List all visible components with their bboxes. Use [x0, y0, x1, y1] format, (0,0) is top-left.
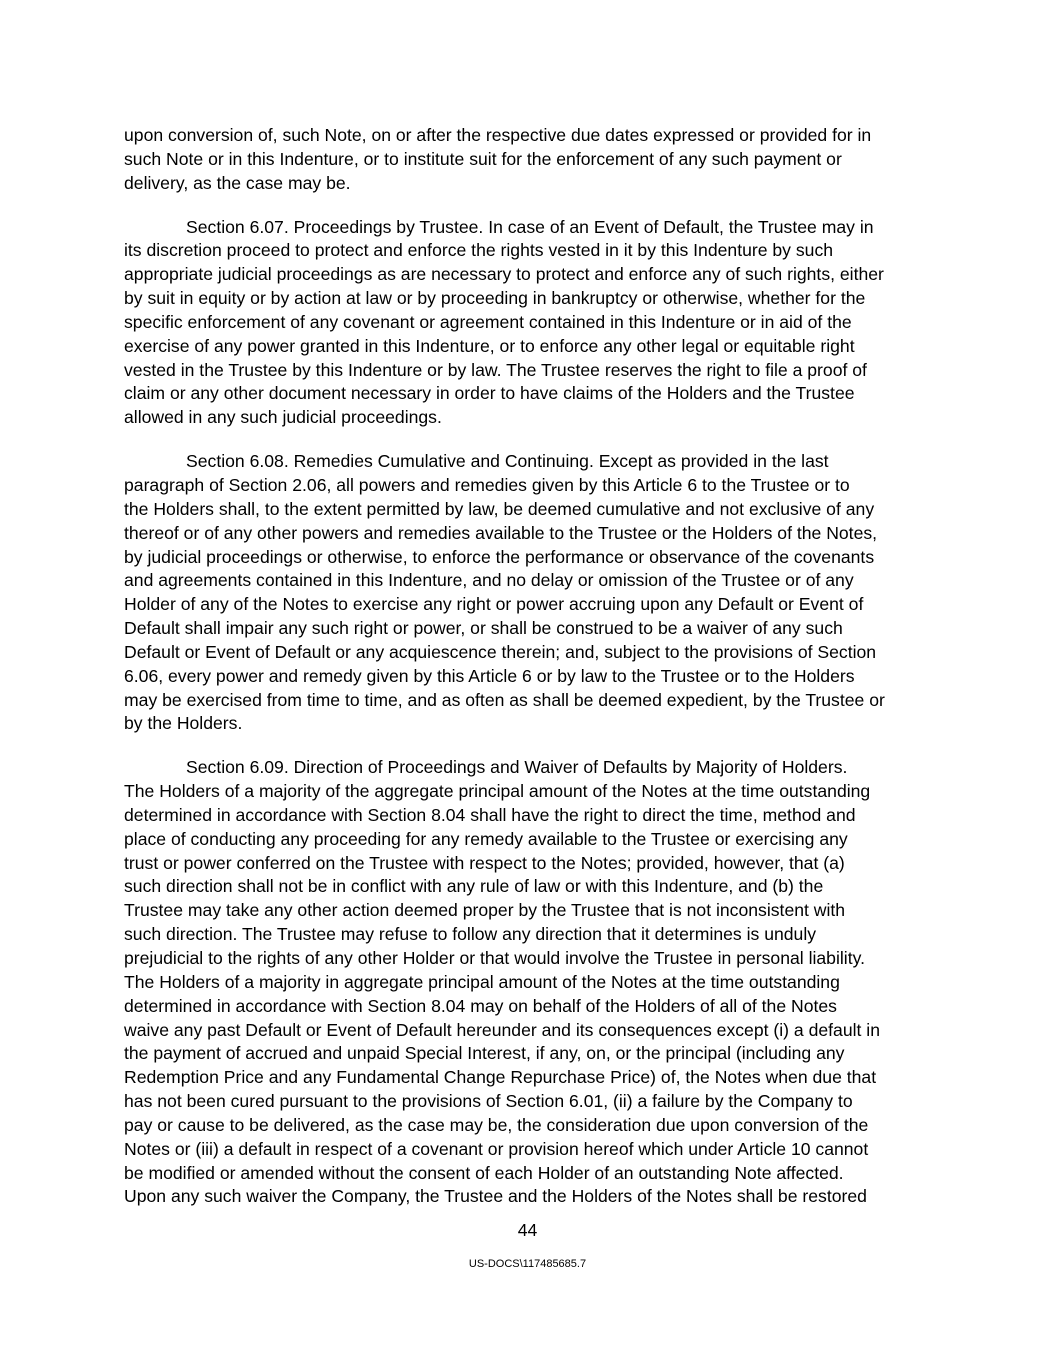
text-line: such Note or in this Indenture, or to institute suit for the enforcement of any such payment or	[124, 148, 842, 169]
text-line: determined in accordance with Section 8.04 shall have the right to direct the time, method and	[124, 804, 856, 825]
text-line: Default or Event of Default or any acquiescence therein; and, subject to the provisions of Section	[124, 641, 877, 662]
text-line: Upon any such waiver the Company, the Trustee and the Holders of the Notes shall be restored	[124, 1186, 867, 1207]
paragraph-continuation	[124, 124, 944, 196]
text-line: The Holders of a majority in aggregate principal amount of the Notes at the time outstanding	[124, 971, 840, 992]
text-line: thereof or of any other powers and remedies available to the Trustee or the Holders of the Notes,	[124, 522, 878, 543]
text-line: Redemption Price and any Fundamental Change Repurchase Price) of, the Notes when due that	[124, 1067, 877, 1088]
section-6-07-paragraph	[124, 216, 944, 431]
text-line: such direction shall not be in conflict with any rule of law or with this Indenture, and (b) the	[124, 876, 824, 897]
text-line: Trustee may take any other action deemed proper by the Trustee that is not inconsistent with	[124, 900, 846, 921]
text-line: the payment of accrued and unpaid Special Interest, if any, on, or the principal (including any	[124, 1043, 845, 1064]
text-line: prejudicial to the rights of any other Holder or that would involve the Trustee in personal liability.	[124, 948, 865, 968]
text-line: Notes or (iii) a default in respect of a covenant or provision hereof which under Article 10 cannot	[124, 1138, 869, 1159]
text-line: vested in the Trustee by this Indenture or by law. The Trustee reserves the right to file a proof of	[124, 359, 867, 380]
text-line: delivery, as the case may be.	[124, 172, 351, 193]
text-line: such direction. The Trustee may refuse to follow any direction that it determines is unduly	[124, 924, 817, 945]
text-line: The Holders of a majority of the aggregate principal amount of the Notes at the time outstanding	[124, 781, 871, 802]
text-line: may be exercised from time to time, and as often as shall be deemed expedient, by the Trustee or	[124, 689, 885, 710]
text-line: pay or cause to be delivered, as the case may be, the consideration due upon conversion of the	[124, 1114, 869, 1135]
text-line: by suit in equity or by action at law or by proceeding in bankruptcy or otherwise, whether for the	[124, 288, 866, 309]
text-line: has not been cured pursuant to the provisions of Section 6.01, (ii) a failure by the Company to	[124, 1091, 853, 1112]
page-number: 44	[517, 1220, 538, 1240]
text-line: place of conducting any proceeding for any remedy available to the Trustee or exercising any	[124, 828, 848, 849]
text-line: waive any past Default or Event of Default hereunder and its consequences except (i) a default in	[124, 1019, 880, 1040]
text-line: determined in accordance with Section 8.04 may on behalf of the Holders of all of the Notes	[124, 995, 837, 1016]
section-heading-line: Section 6.07. Proceedings by Trustee. In case of an Event of Default, the Trustee may in	[186, 216, 874, 237]
section-6-09-paragraph	[124, 756, 944, 1209]
text-line: specific enforcement of any covenant or agreement contained in this Indenture or in aid of the	[124, 311, 852, 332]
text-line: allowed in any such judicial proceedings.	[124, 407, 442, 428]
document-id: US-DOCS\117485685.7	[468, 1258, 587, 1270]
text-line: by the Holders.	[124, 713, 243, 734]
document-body	[124, 124, 944, 1229]
text-line: and agreements contained in this Indenture, and no delay or omission of the Trustee or of any	[124, 570, 854, 591]
text-line: Default shall impair any such right or power, or shall be construed to be a waiver of any such	[124, 618, 843, 639]
section-6-08-paragraph	[124, 450, 944, 736]
text-line: by judicial proceedings or otherwise, to enforce the performance or observance of the covenants	[124, 546, 875, 567]
text-line: the Holders shall, to the extent permitted by law, be deemed cumulative and not exclusive of any	[124, 498, 875, 519]
text-line: Holder of any of the Notes to exercise any right or power accruing upon any Default or Event of	[124, 594, 864, 615]
text-line: trust or power conferred on the Trustee with respect to the Notes; provided, however, that (a)	[124, 852, 845, 873]
text-line: exercise of any power granted in this Indenture, or to enforce any other legal or equitable right	[124, 335, 855, 356]
text-line: 6.06, every power and remedy given by this Article 6 or by law to the Trustee or to the Holders	[124, 665, 855, 686]
text-line: appropriate judicial proceedings as are necessary to protect and enforce any of such rights, either	[124, 264, 884, 285]
text-line: paragraph of Section 2.06, all powers and remedies given by this Article 6 to the Trustee or to	[124, 474, 850, 495]
text-line: be modified or amended without the consent of each Holder of an outstanding Note affected.	[124, 1162, 844, 1183]
text-line: upon conversion of, such Note, on or after the respective due dates expressed or provided for in	[124, 125, 872, 145]
section-heading-line: Section 6.09. Direction of Proceedings and Waiver of Defaults by Majority of Holders.	[186, 757, 848, 778]
section-heading-line: Section 6.08. Remedies Cumulative and Continuing. Except as provided in the last	[186, 451, 829, 472]
text-line: its discretion proceed to protect and enforce the rights vested in it by this Indenture by such	[124, 240, 834, 261]
text-line: claim or any other document necessary in order to have claims of the Holders and the Trustee	[124, 383, 855, 404]
